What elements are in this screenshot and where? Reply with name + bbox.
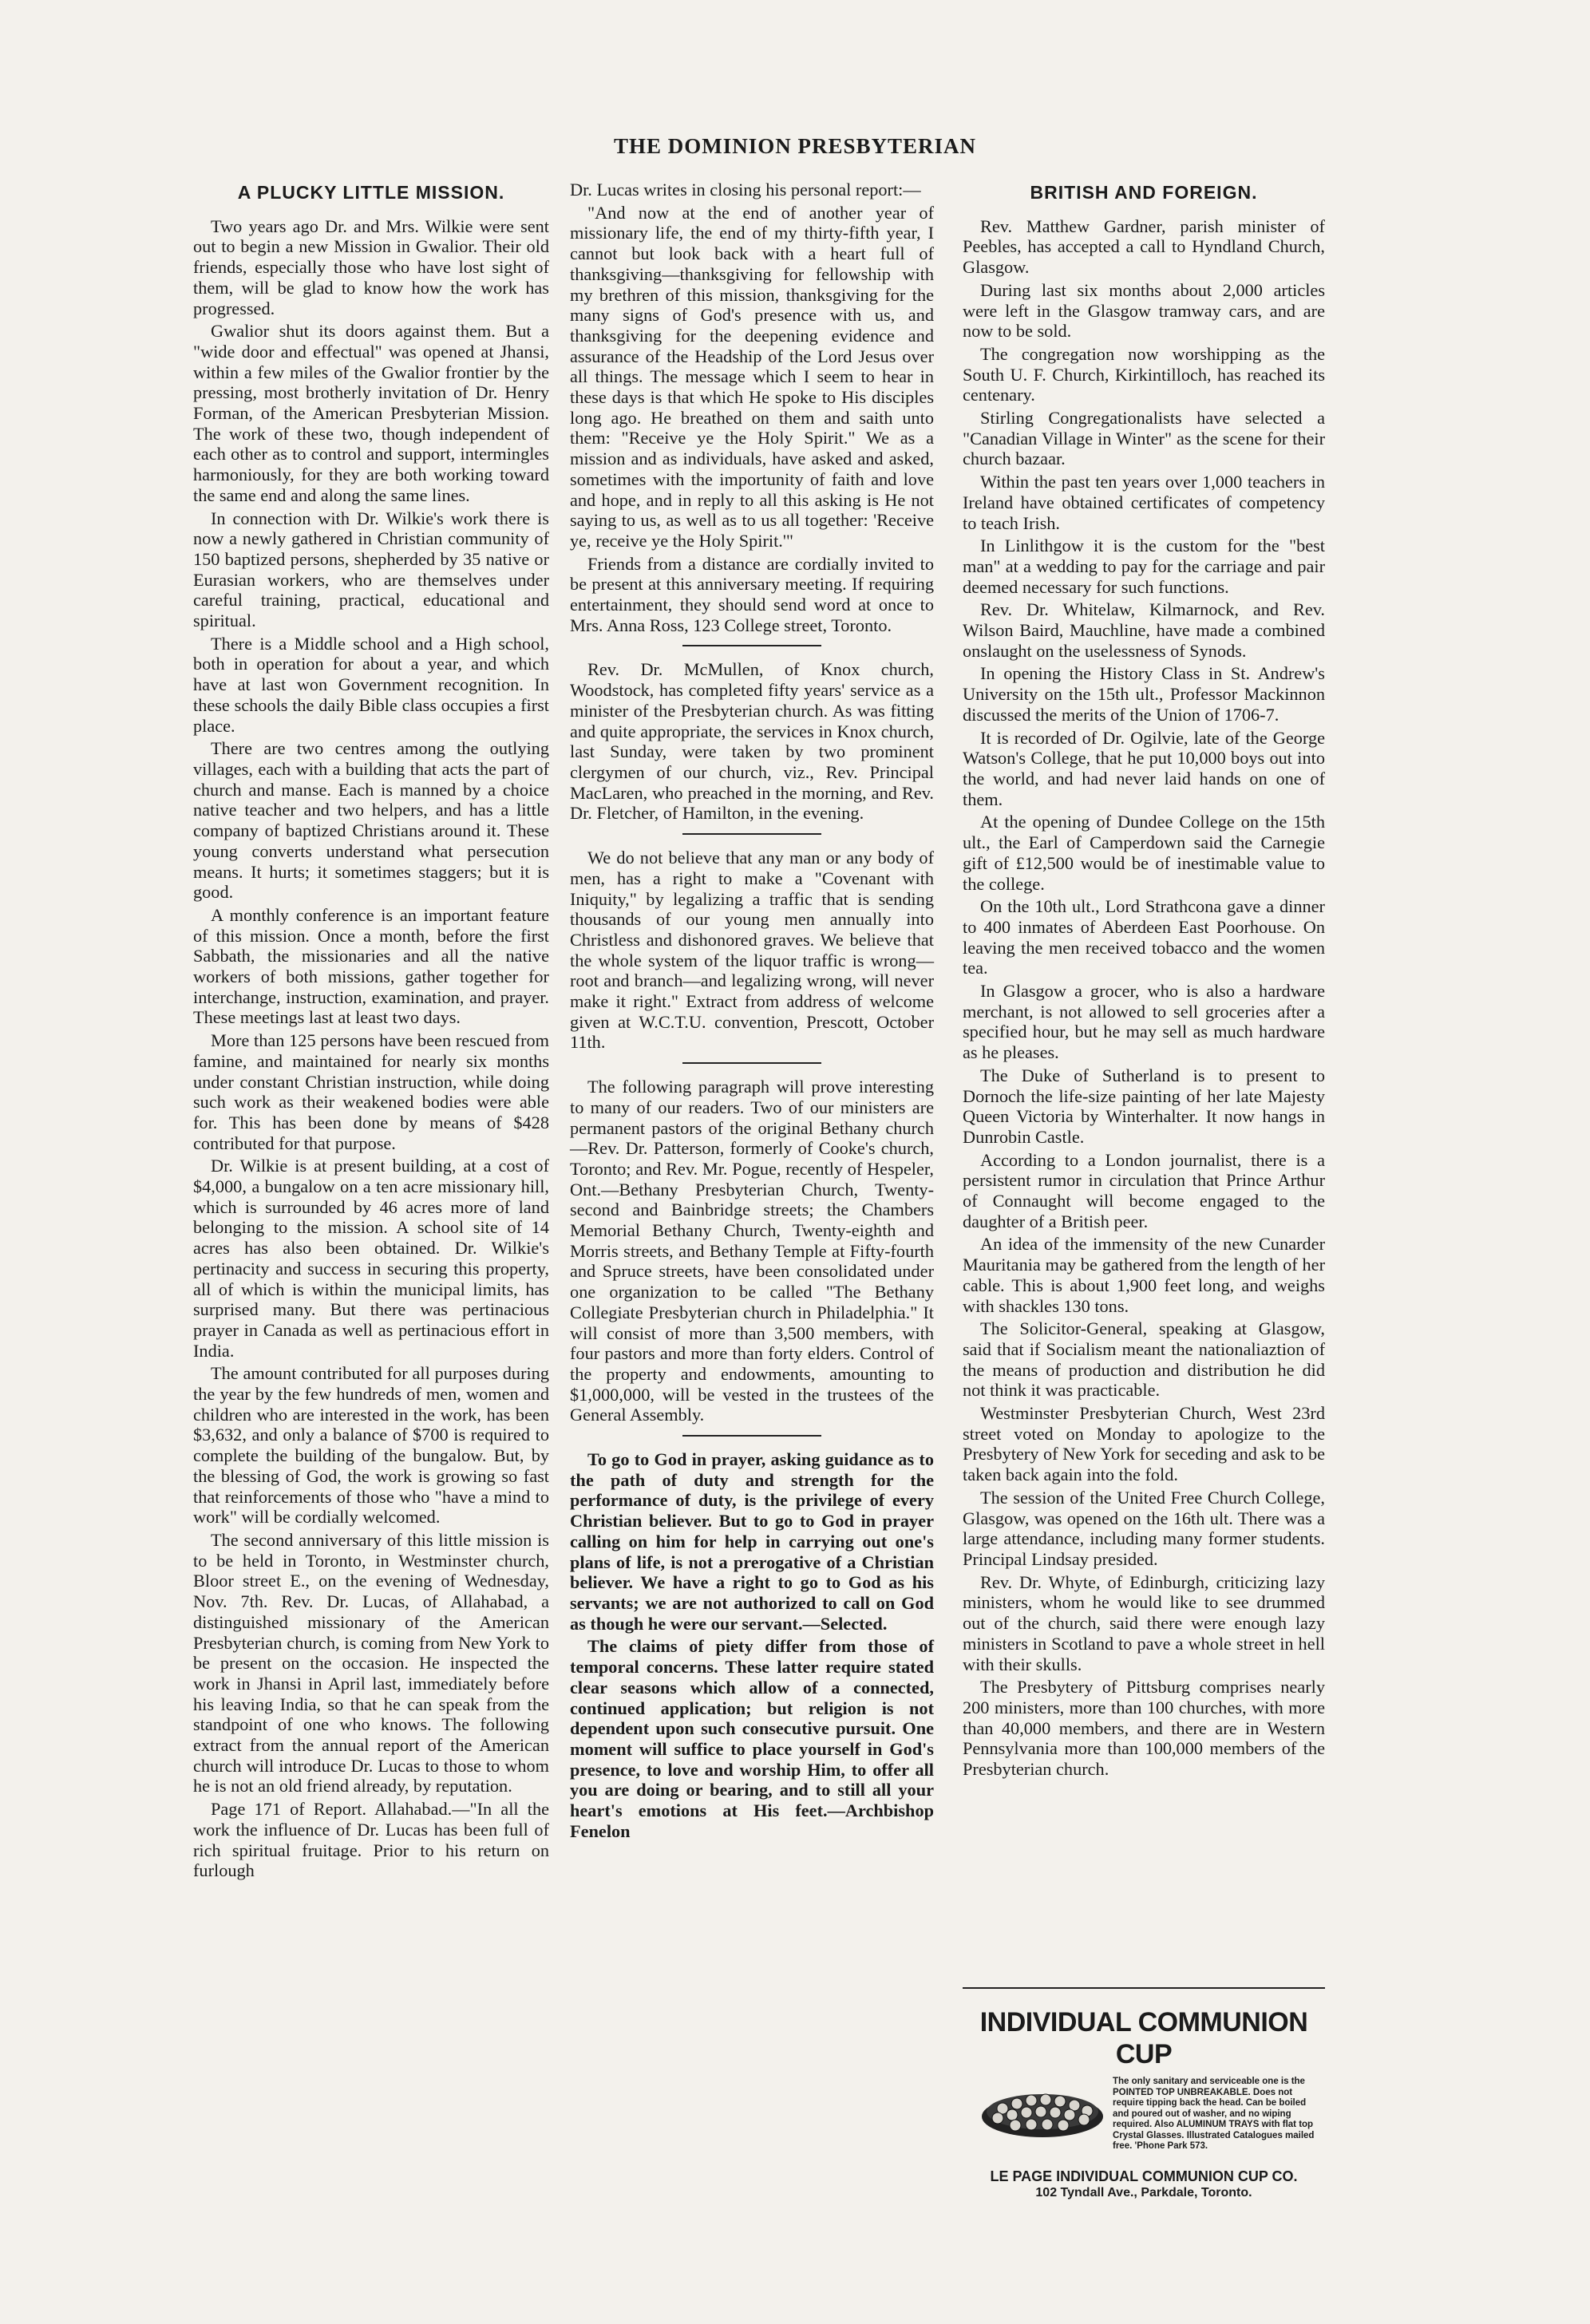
news-item: Stirling Congregationalists have selected a "Canadian Village in Winter" as the scene for their church bazaar. <box>963 408 1325 469</box>
column-middle <box>570 180 934 1844</box>
section-heading: BRITISH AND FOREIGN. <box>1030 182 1258 203</box>
news-item: Rev. Dr. Whitelaw, Kilmarnock, and Rev. Wilson Baird, Mauchline, have made a combined onslaught on the uselessness of Synods. <box>963 599 1325 661</box>
news-item: In Glasgow a grocer, who is also a hardware merchant, is not allowed to sell groceries after a specified hour, but he may sell as much hardware as he pleases. <box>963 981 1325 1063</box>
article-paragraph: Page 171 of Report. Allahabad.—"In all the work the influence of Dr. Lucas has been full of rich spiritual fruitage. Prior to his return on furlough <box>193 1799 549 1881</box>
article-paragraph: There are two centres among the outlying villages, each with a building that acts the part of church and manse. Each is manned by a choice native teacher and two helpers, and has a little company of baptized Christians around it. These young converts understand what persecution means. It hurts; it sometimes staggers; but it is good. <box>193 738 549 903</box>
news-item: The congregation now worshipping as the South U. F. Church, Kirkintilloch, has reached its centenary. <box>963 343 1325 405</box>
news-item: Within the past ten years over 1,000 teachers in Ireland have obtained certificates of competency to teach Irish. <box>963 472 1325 533</box>
article-paragraph: There is a Middle school and a High school, both in operation for about a year, and which have at last won Government recognition. In these schools the daily Bible class occupies a first place. <box>193 633 549 736</box>
divider <box>682 833 821 835</box>
news-item: Rev. Dr. Whyte, of Edinburgh, criticizing lazy ministers, whom he would like to see drummed out of the church, said there were enough lazy ministers in Scotland to pave a whole street in hell with their skulls. <box>963 1571 1325 1674</box>
page-masthead: THE DOMINION PRESBYTERIAN <box>613 134 977 158</box>
news-item: It is recorded of Dr. Ogilvie, late of the George Watson's College, that he put 10,000 boys out into the world, and had never laid hands on one of them. <box>963 727 1325 809</box>
divider <box>682 645 821 646</box>
ad-body <box>963 2077 1325 2163</box>
ad-description: The only sanitary and serviceable one is the POINTED TOP UNBREAKABLE. Does not require tipping back the head. Can be boiled and poured out of washer, and no wiping required. Also ALUMINUM TRAYS with flat top Crystal Glasses. Illustrated Catalogues mailed free. 'Phone Park 573. <box>1113 2077 1315 2151</box>
article-paragraph: Dr. Lucas writes in closing his personal report:— <box>570 180 921 200</box>
article-paragraph: More than 125 persons have been rescued from famine, and maintained for nearly six months under constant Christian instruction, while doing such work as their weakened bodies were able for. This has been done by means of $428 contributed for that purpose. <box>193 1030 549 1153</box>
bold-quotations <box>570 1449 934 1841</box>
column-left <box>193 180 549 1883</box>
news-item: In Linlithgow it is the custom for the "best man" at a wedding to pay for the carriage and pair deemed necessary for such functions. <box>963 536 1325 597</box>
article-paragraph: The amount contributed for all purposes during the year by the few hundreds of men, women and children who are interested in the work, has been $3,632, and only a balance of $700 is required to complete the building of the bungalow. But, by the blessing of God, the work is growing so fast that reinforcements of those who "have a mind to work" will be cordially welcomed. <box>193 1363 549 1528</box>
news-item: At the opening of Dundee College on the 15th ult., the Earl of Camperdown said the Carnegie gift of £12,500 would be of inestimable value to the college. <box>963 812 1325 894</box>
ad-company-address: 102 Tyndall Ave., Parkdale, Toronto. <box>1035 2186 1252 2200</box>
article-paragraph: Friends from a distance are cordially invited to be present at this anniversary meeting. If requiring entertainment, they should send word at once to Mrs. Anna Ross, 123 College street, Toronto. <box>570 553 934 635</box>
communion-tray-illustration <box>979 2081 1106 2140</box>
article-paragraph: "And now at the end of another year of missionary life, the end of my thirty-fifth year, I cannot but look back with a heart full of thanksgiving—thanksgiving for fellowship with my brethren of this mission, thanksgiving for the many signs of God's presence with us, and thanksgiving for the deepening evidence and assurance of the Headship of the Lord Jesus over all things. The message which I seem to hear in these days is that which He spoke to His disciples long ago. He breathed on them and saith unto them: "Receive ye the Holy Spirit." We as a mission and as individuals, have asked and asked, sometimes with the importunity of faith and love and hope, and in reply to all this asking is He not saying to us, as well as to us all together: 'Receive ye, receive ye the Holy Spirit.'" <box>570 202 934 551</box>
news-item: The Solicitor-General, speaking at Glasgow, said that if Socialism meant the nationaliaztion of the means of production and distribution he did not think it was practicable. <box>963 1318 1325 1401</box>
news-item: Rev. Matthew Gardner, parish minister of Peebles, has accepted a call to Hyndland Church, Glasgow. <box>963 215 1325 278</box>
article-paragraph: The second anniversary of this little mission is to be held in Toronto, in Westminster church, Bloor street E., on the evening of Wednesday, Nov. 7th. Rev. Dr. Lucas, of Allahabad, a distinguished missionary of the American Presbyterian church, is coming from New York to be present on the occasion. He inspected the work in Jhansi in April last, immediately before his leaving India, so that he can speak from the standpoint of one who knows. The following extract from the annual report of the American church will introduce Dr. Lucas to those to whom he is not an old friend already, by reputation. <box>193 1530 549 1796</box>
divider <box>682 1435 821 1437</box>
article-paragraph: We do not believe that any man or any body of men, has a right to make a "Covenant with Iniquity," by legalizing a traffic that is sending thousands of our young men annually into Christless and dishonored graves. We believe that the whole system of the liquor traffic is wrong—root and branch—and legalizing wrong, will never make it right." Extract from address of welcome given at W.C.T.U. convention, Prescott, October 11th. <box>570 848 934 1053</box>
news-item: During last six months about 2,000 articles were left in the Glasgow tramway cars, and are now to be sold. <box>963 279 1325 342</box>
article-paragraph: The claims of piety differ from those of temporal concerns. These latter require stated clear seasons which allow of a connected, continued application; but religion is not dependent upon such consecutive pursuit. One moment will suffice to place yourself in God's presence, to love and worship Him, to offer all you are doing or bearing, and to still all your heart's emotions at His feet.—Archbishop Fenelon <box>570 1636 934 1841</box>
article-paragraph: Dr. Wilkie is at present building, at a cost of $4,000, a bungalow on a ten acre missionary hill, which is surrounded by 46 acres more of land belonging to the mission. A school site of 14 acres has also been obtained. Dr. Wilkie's pertinacity and success in securing this property, all of which is within the municipal limits, has surprised many. But there was pertinacious prayer in Canada as well as pertinacious effort in India. <box>193 1156 549 1361</box>
column-right <box>963 180 1325 1782</box>
article-paragraph: The following paragraph will prove interesting to many of our readers. Two of our ministers are permanent pastors of the original Bethany church—Rev. Dr. Patterson, formerly of Cooke's church, Toronto; and Rev. Mr. Pogue, recently of Hespeler, Ont.—Bethany Presbyterian Church, Twenty-second and Bainbridge streets; the Chambers Memorial Bethany Church, Twenty-eighth and Morris streets, and Bethany Temple at Fifty-fourth and Spruce streets, have been consolidated under one organization to be called "The Bethany Collegiate Presbyterian church in Philadelphia." It will consist of more than 3,500 members, with four pastors and more than forty elders. Control of the property and endowments, amounting to $1,000,000, will be vested in the trustees of the General Assembly. <box>570 1077 934 1425</box>
article-paragraph: Two years ago Dr. and Mrs. Wilkie were sent out to begin a new Mission in Gwalior. Their old friends, especially those who have lost sight of them, will be glad to know how the work has progressed. <box>193 215 549 318</box>
news-item: An idea of the immensity of the new Cunarder Mauritania may be gathered from the length of her cable. This is about 1,900 feet long, and weighs with shackles 130 tons. <box>963 1234 1325 1316</box>
divider <box>682 1062 821 1064</box>
news-item: The Duke of Sutherland is to present to Dornoch the life-size painting of her late Majesty Queen Victoria by Winterhalter. It now hangs in Dunrobin Castle. <box>963 1065 1325 1147</box>
communion-cup-advertisement <box>963 1987 1325 2201</box>
news-item: The Presbytery of Pittsburg comprises nearly 200 ministers, more than 100 churches, with more than 40,000 members, and there are in Western Pennsylvania more than 100,000 members of the Presbyterian church. <box>963 1677 1325 1780</box>
ad-headline: INDIVIDUAL COMMUNION CUP <box>979 2007 1308 2069</box>
news-item: Westminster Presbyterian Church, West 23rd street voted on Monday to apologize to the Presbytery of New York for seceding and ask to be taken back again into the fold. <box>963 1403 1325 1485</box>
article-paragraph: In connection with Dr. Wilkie's work there is now a newly gathered in Christian community of 150 baptized persons, shepherded by 35 native or Eurasian workers, who are themselves under careful training, practical, educational and spiritual. <box>193 508 549 631</box>
article-paragraph: To go to God in prayer, asking guidance as to the path of duty and strength for the performance of duty, is the privilege of every Christian believer. But to go to God in prayer calling on him for help in carrying out one's plans of life, is not a prerogative of a Christian believer. We have a right to go to God as his servants; we are not authorized to call on God as though he were our servant.—Selected. <box>570 1449 934 1634</box>
news-item: In opening the History Class in St. Andrew's University on the 15th ult., Professor Mackinnon discussed the merits of the Union of 1706-7. <box>963 663 1325 725</box>
news-item: The session of the United Free Church College, Glasgow, was opened on the 16th ult. There was a large attendance, including many former students. Principal Lindsay presided. <box>963 1487 1325 1569</box>
section-heading: A PLUCKY LITTLE MISSION. <box>237 182 505 203</box>
ad-company-name: LE PAGE INDIVIDUAL COMMUNION CUP CO. <box>990 2168 1298 2184</box>
news-item: On the 10th ult., Lord Strathcona gave a dinner to 400 inmates of Aberdeen East Poorhouse. On leaving the men received tobacco and the women tea. <box>963 896 1325 978</box>
article-paragraph: A monthly conference is an important feature of this mission. Once a month, before the first Sabbath, the missionaries and all the native workers of both missions, gather together for interchange, instruction, examination, and prayer. These meetings last at least two days. <box>193 904 549 1028</box>
news-item: According to a London journalist, there is a persistent rumor in circulation that Prince Arthur of Connaught will become engaged to the daughter of a British peer. <box>963 1149 1325 1231</box>
article-paragraph: Gwalior shut its doors against them. But a "wide door and effectual" was opened at Jhansi, within a few miles of the Gwalior frontier by the pressing, most brotherly invitation of Dr. Henry Forman, of the American Presbyterian Mission. The work of these two, though independent of each other as to control and support, intermingles harmoniously, for they are both working toward the same end and along the same lines. <box>193 321 549 505</box>
article-paragraph: Rev. Dr. McMullen, of Knox church, Woodstock, has completed fifty years' service as a minister of the Presbyterian church. As was fitting and quite appropriate, the services in Knox church, last Sunday, were taken by two prominent clergymen of our church, viz., Rev. Principal MacLaren, who preached in the morning, and Rev. Dr. Fletcher, of Hamilton, in the evening. <box>570 659 934 824</box>
